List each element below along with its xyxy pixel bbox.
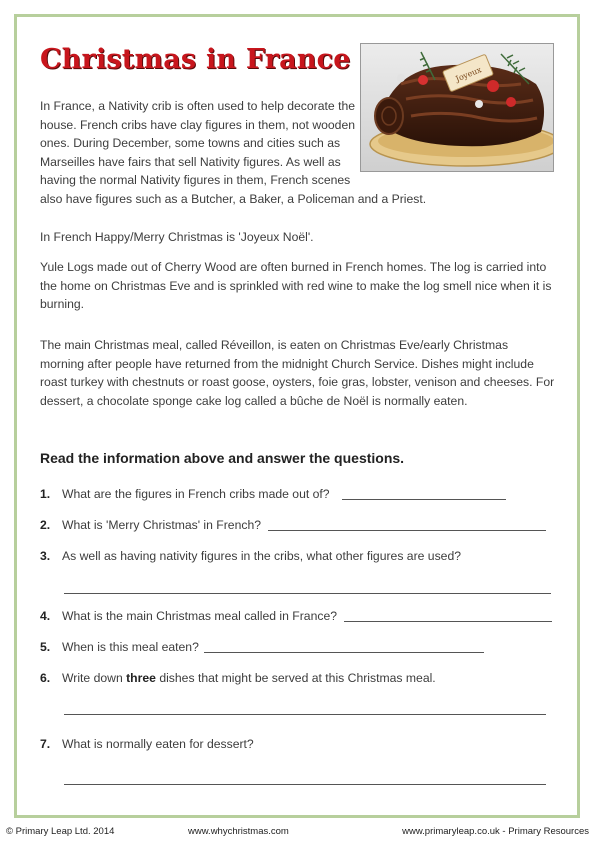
question-2 xyxy=(40,518,261,532)
question-4 xyxy=(40,609,337,623)
question-number: 3. xyxy=(40,549,51,563)
paragraph-reveillon: The main Christmas meal, called Réveillon, is eaten on Christmas Eve/early Christmas morning after people have returned from the midnight Church Service. Dishes might include roast turkey with chestnuts or roast goose, oysters, foie gras, lobster, venison and cheeses. For dessert, a chocolate sponge cake log called a bûche de Noël is normally eaten. xyxy=(40,338,555,408)
question-number: 6. xyxy=(40,671,51,685)
answer-line-1[interactable] xyxy=(342,499,506,500)
question-text: As well as having nativity figures in the cribs, what other figures are used? xyxy=(62,549,462,563)
question-emphasis: three xyxy=(126,671,156,685)
question-number: 7. xyxy=(40,737,51,751)
question-1 xyxy=(40,487,330,501)
image-wrap-space xyxy=(355,97,555,175)
question-text: What is the main Christmas meal called in France? xyxy=(62,609,337,623)
question-7 xyxy=(40,737,254,751)
question-text: Write down xyxy=(62,671,127,685)
question-text: What is normally eaten for dessert? xyxy=(62,737,254,751)
question-text: What are the figures in French cribs made out of? xyxy=(62,487,330,501)
footer-site-link[interactable]: www.primaryleap.co.uk - Primary Resources xyxy=(402,826,589,837)
footer-copyright: © Primary Leap Ltd. 2014 xyxy=(6,826,115,837)
svg-text:Joyeux: Joyeux xyxy=(454,65,483,84)
answer-line-2[interactable] xyxy=(268,530,546,531)
question-number: 4. xyxy=(40,609,51,623)
question-text-end: dishes that might be served at this Christmas meal. xyxy=(155,671,436,685)
question-text: What is 'Merry Christmas' in French? xyxy=(62,518,262,532)
answer-line-5[interactable] xyxy=(204,652,484,653)
question-number: 5. xyxy=(40,640,51,654)
question-number: 2. xyxy=(40,518,51,532)
page-title: Christmas in France xyxy=(40,44,351,75)
footer-source-link[interactable]: www.whychristmas.com xyxy=(188,826,289,837)
paragraph-joyeux-noel: In French Happy/Merry Christmas is 'Joyeux Noël'. xyxy=(40,230,314,244)
questions-heading: Read the information above and answer the questions. xyxy=(40,450,405,466)
answer-line-3[interactable] xyxy=(64,593,551,594)
paragraph-nativity xyxy=(40,97,555,209)
paragraph-yule-logs: Yule Logs made out of Cherry Wood are often burned in French homes. The log is carried into the home on Christmas Eve and is sprinkled with red wine to make the log smell nice when it is burning. xyxy=(40,260,552,312)
question-text: When is this meal eaten? xyxy=(62,640,199,654)
question-6 xyxy=(40,671,436,685)
question-3 xyxy=(40,549,461,563)
question-number: 1. xyxy=(40,487,51,501)
answer-line-4[interactable] xyxy=(344,621,552,622)
question-5 xyxy=(40,640,199,654)
paragraph-nativity-text: In France, a Nativity crib is often used to help decorate the house. French cribs have clay figures in them, not wooden ones. During December, some towns and cities such as Marseilles have fairs that sell Nativity figures. As well as having the normal Nativity figures in them, French scenes also have figures such as a Butcher, a Baker, a Policeman and a Priest. xyxy=(40,99,427,206)
answer-line-6[interactable] xyxy=(64,714,546,715)
answer-line-7[interactable] xyxy=(64,784,546,785)
